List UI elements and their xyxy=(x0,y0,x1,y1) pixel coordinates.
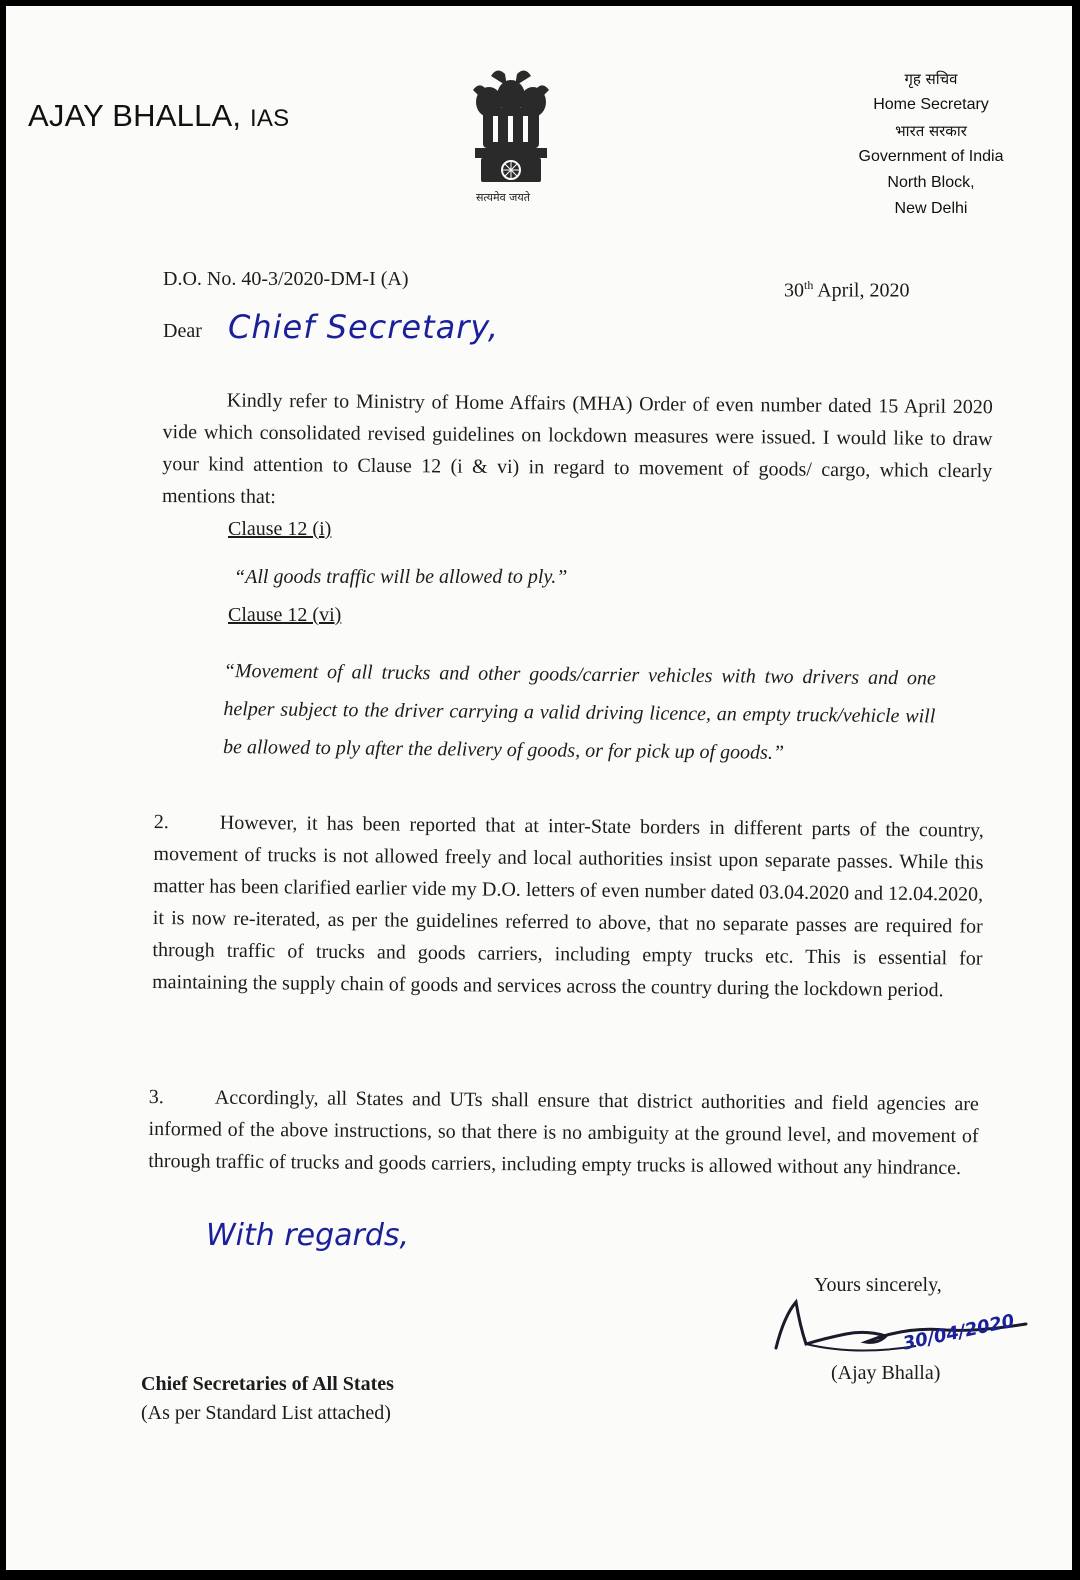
date-suffix: th xyxy=(804,278,814,292)
clause-12-vi-heading: Clause 12 (vi) xyxy=(228,604,342,626)
salutation-dear: Dear xyxy=(163,320,202,342)
paragraph-1: Kindly refer to Ministry of Home Affairs (MHA) Order of even number dated 15 April 2020 vide which consolidated revised guidelines on lockdown measures were issued. I would like to draw your kind attention to Clause 12 (i & vi) in regard to movement of goods/ cargo, which clearly mentions that: xyxy=(161,389,993,508)
closing-yours-sincerely: Yours sincerely, xyxy=(814,1274,942,1296)
office-line-hindi-govt: भारत सरकार xyxy=(895,122,967,140)
national-emblem-icon xyxy=(461,56,561,206)
office-line-city: New Delhi xyxy=(894,200,968,217)
recipient-line-2: (As per Standard List attached) xyxy=(141,1402,391,1424)
paragraph-3 xyxy=(148,1081,979,1184)
office-line-hindi-title: गृह सचिव xyxy=(904,70,958,88)
clause-12-i-heading: Clause 12 (i) xyxy=(228,518,332,540)
sender-suffix: IAS xyxy=(250,105,290,132)
paragraph-2-text: However, it has been reported that at inter-State borders in different parts of the country, movement of trucks is not allowed freely and local authorities insist upon separate passes. While this matter has been clarified earlier vide my D.O. letters of even number dated 03.04.2020 and 12.04.2020, it is now re-iterated, as per the guidelines referred to above, that no separate passes are required for through traffic of trucks and goods carriers, including empty trucks etc. This is essential for maintaining the supply chain of goods and services across the country during the lockdown period. xyxy=(152,811,984,1002)
office-block xyxy=(811,66,1051,222)
paragraph-3-number: 3. xyxy=(148,1085,164,1109)
signature-date: 30/04/2020 xyxy=(901,1310,1017,1355)
sender-name-text: AJAY BHALLA, xyxy=(28,98,242,133)
letter-page xyxy=(6,6,1072,1574)
paragraph-3-text: Accordingly, all States and UTs shall ensure that district authorities and field agencies are informed of the above instructions, so that there is no ambiguity at the ground level, and movement of through traffic of trucks and goods carriers, including empty trucks is allowed without any hindrance. xyxy=(148,1086,979,1180)
date-rest: April, 2020 xyxy=(813,279,910,302)
date-day: 30 xyxy=(784,279,804,302)
office-line-govt: Government of India xyxy=(858,148,1004,165)
paragraph-2 xyxy=(152,806,984,1007)
office-line-building: North Block, xyxy=(887,174,975,191)
office-line-title: Home Secretary xyxy=(873,96,989,113)
sender-name xyxy=(28,98,289,134)
signatory-name: (Ajay Bhalla) xyxy=(831,1362,941,1384)
emblem-motto: सत्यमेव जयते xyxy=(475,191,530,204)
letter-date xyxy=(784,278,909,303)
bottom-border xyxy=(0,1570,1080,1580)
handwritten-salutation: Chief Secretary, xyxy=(228,308,500,346)
recipient-line-1: Chief Secretaries of All States xyxy=(141,1373,394,1395)
clause-12-i-text: “All goods traffic will be allowed to ply.” xyxy=(234,566,568,588)
handwritten-regards: With regards, xyxy=(206,1218,410,1253)
do-number: D.O. No. 40-3/2020-DM-I (A) xyxy=(163,268,409,290)
clause-12-vi-text: “Movement of all trucks and other goods/carrier vehicles with two drivers and one helper subject to the driver carrying a valid driving licence, an empty truck/vehicle will be allowed to ply after the delivery of goods, or for pick up of goods.” xyxy=(222,659,936,764)
paragraph-2-number: 2. xyxy=(153,810,169,834)
